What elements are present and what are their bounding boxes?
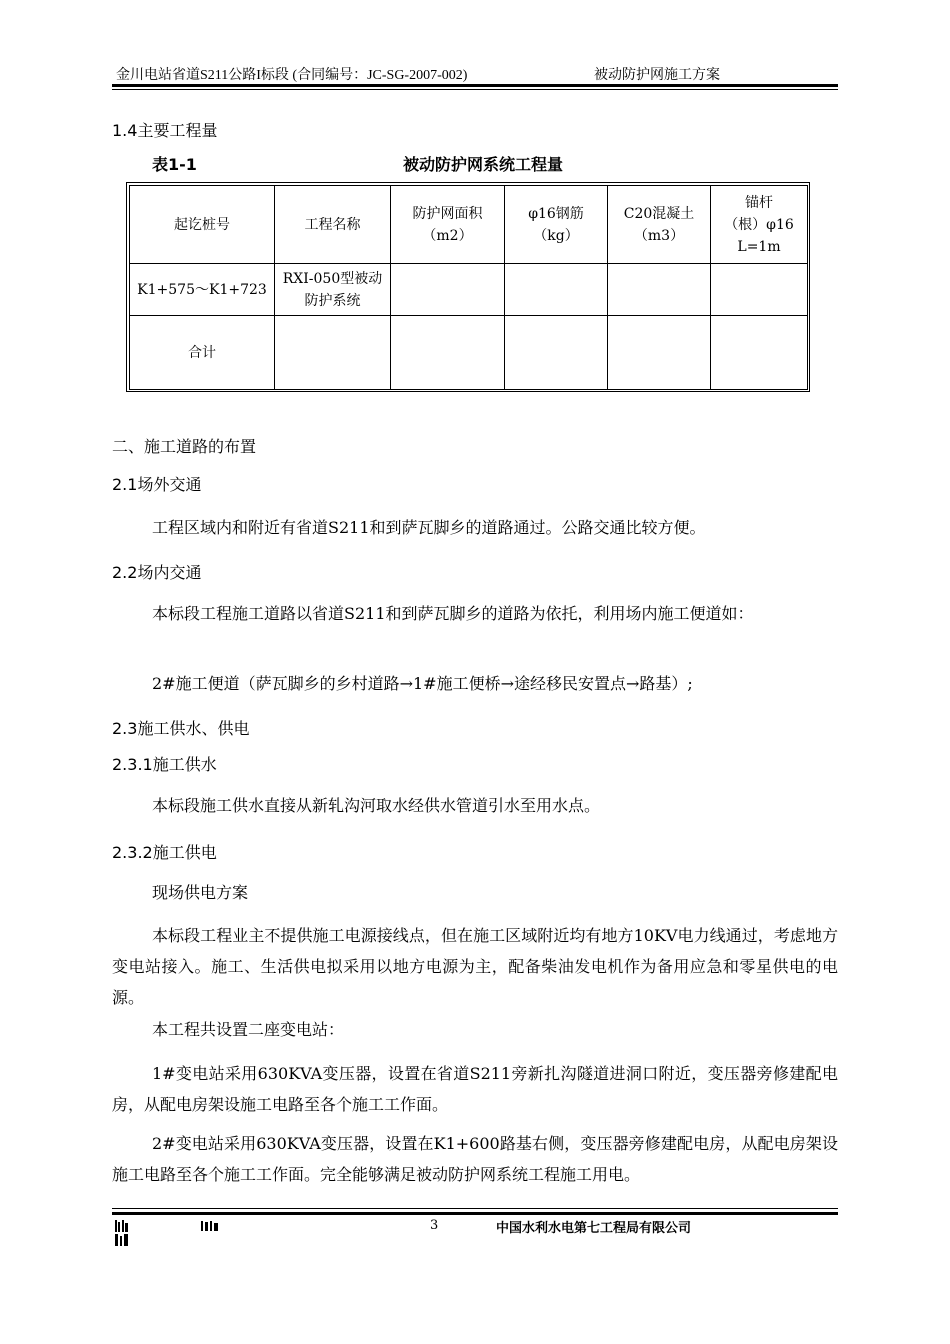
table-header-cell: 防护网面积 （m2）	[391, 186, 505, 264]
table-header-row	[130, 186, 808, 264]
paragraph-power-plan: 现场供电方案	[152, 883, 249, 902]
heading-2-1: 2.1场外交通	[112, 475, 202, 494]
footer-mark-icon	[200, 1220, 220, 1232]
table-header-cell: 锚杆 （根）φ16 L=1m	[711, 186, 808, 264]
header-rule-thin	[112, 89, 838, 90]
heading-2-3-2: 2.3.2施工供电	[112, 843, 217, 862]
table-cell	[275, 316, 391, 390]
paragraph-power-source: 本标段工程业主不提供施工电源接线点，但在施工区域附近均有地方10KV电力线通过，考虑地方变电站接入。施工、生活供电拟采用以地方电源为主，配备柴油发电机作为备用应急和零星供电的电源。	[112, 926, 838, 1007]
table-row	[130, 264, 808, 316]
paragraph-2-1: 工程区域内和附近有省道S211和到萨瓦脚乡的道路通过。公路交通比较方便。	[152, 518, 706, 537]
table-cell-total-label: 合计	[130, 316, 275, 390]
table-cell	[505, 264, 608, 316]
paragraph-substation-2: 2#变电站采用630KVA变压器，设置在K1+600路基右侧，变压器旁修建配电房，从配电房架设施工电路至各个施工工作面。完全能够满足被动防护网系统工程施工用电。	[112, 1134, 838, 1184]
table-cell	[711, 264, 808, 316]
table-cell	[391, 316, 505, 390]
footer-company-name: 中国水利水电第七工程局有限公司	[496, 1221, 692, 1236]
table-cell	[608, 264, 711, 316]
paragraph-2-2: 本标段工程施工道路以省道S211和到萨瓦脚乡的道路为依托，利用场内施工便道如：	[152, 604, 754, 623]
table-caption-number: 表1-1	[152, 155, 197, 174]
header-contract-title: 金川电站省道S211公路I标段 (合同编号：JC-SG-2007-002)	[116, 68, 468, 83]
table-cell: K1+575～K1+723	[130, 264, 275, 316]
footer-rule-thin	[112, 1208, 838, 1209]
table-header-cell: φ16钢筋 （kg）	[505, 186, 608, 264]
paragraph-substation-1: 1#变电站采用630KVA变压器，设置在省道S211旁新扎沟隧道进洞口附近，变压器旁修建配电房，从配电房架设施工电路至各个施工工作面。	[112, 1064, 838, 1114]
company-logo-icon	[114, 1218, 130, 1248]
paragraph-2-2-road: 2#施工便道（萨瓦脚乡的乡村道路→1#施工便桥→途经移民安置点→路基）;	[152, 674, 693, 693]
quantity-table	[129, 185, 808, 390]
heading-2-3: 2.3施工供水、供电	[112, 719, 250, 738]
table-caption-title: 被动防护网系统工程量	[403, 155, 564, 174]
table-header-cell: C20混凝土 （m3）	[608, 186, 711, 264]
table-cell	[505, 316, 608, 390]
table-cell	[711, 316, 808, 390]
footer-page-number: 3	[430, 1218, 439, 1233]
quantity-table-frame	[126, 182, 810, 392]
heading-1-4: 1.4主要工程量	[112, 121, 218, 140]
table-total-row	[130, 316, 808, 390]
heading-2-2: 2.2场内交通	[112, 563, 202, 582]
table-header-cell: 起讫桩号	[130, 186, 275, 264]
heading-section-2: 二、施工道路的布置	[112, 437, 257, 456]
footer-rule-thick	[112, 1212, 838, 1215]
table-cell	[608, 316, 711, 390]
table-header-cell: 工程名称	[275, 186, 391, 264]
header-rule-thick	[112, 84, 838, 87]
header-document-title: 被动防护网施工方案	[594, 67, 720, 83]
table-cell: RXI-050型被动防护系统	[275, 264, 391, 316]
paragraph-substations: 本工程共设置二座变电站：	[152, 1020, 345, 1039]
paragraph-2-3-1: 本标段施工供水直接从新轧沟河取水经供水管道引水至用水点。	[152, 796, 601, 815]
table-cell	[391, 264, 505, 316]
heading-2-3-1: 2.3.1施工供水	[112, 755, 217, 774]
